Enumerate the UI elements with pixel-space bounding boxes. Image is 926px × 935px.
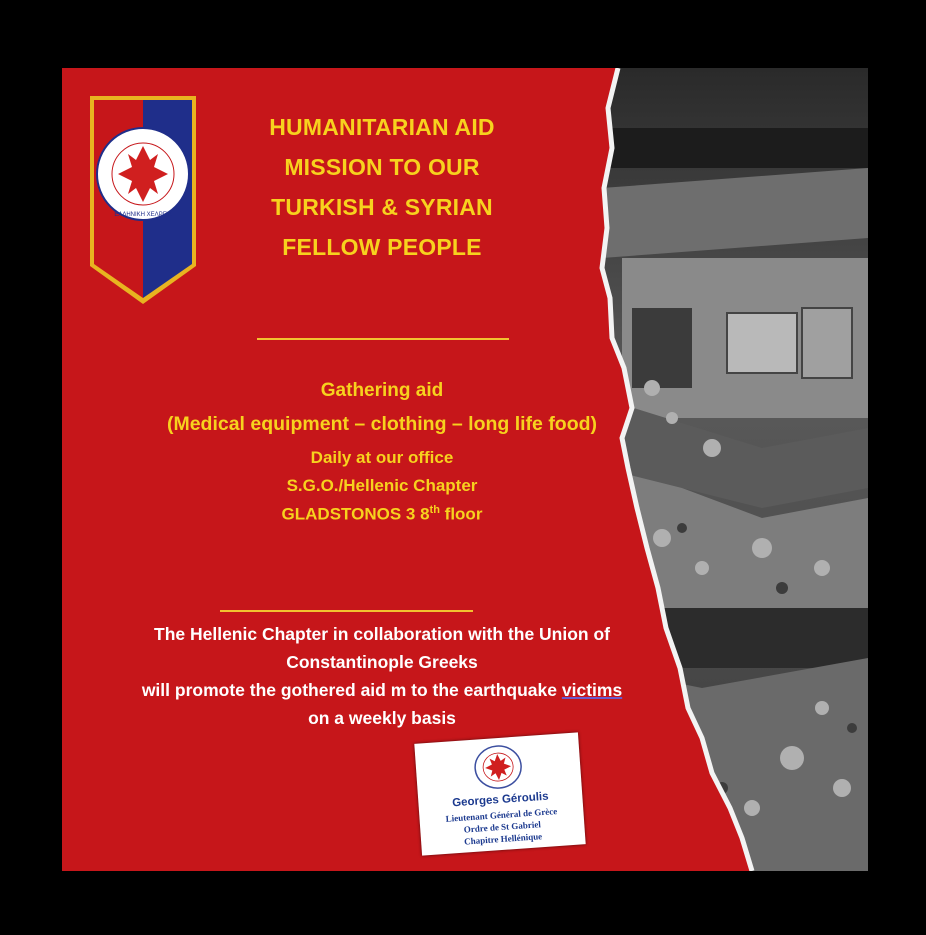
card-title: Lieutenant Général de Grèce — [445, 806, 558, 824]
title-line-4: FELLOW PEOPLE — [282, 234, 482, 260]
divider-bottom — [220, 610, 473, 612]
gathering-items: (Medical equipment – clothing – long life food) — [166, 413, 598, 435]
address-end: floor — [439, 504, 483, 524]
title-line-1: HUMANITARIAN AID — [269, 114, 495, 140]
poster — [62, 68, 868, 871]
order-banner-emblem — [88, 94, 198, 306]
collab-line-2: Constantinople Greeks — [286, 652, 478, 672]
victims-word: victims — [561, 680, 623, 700]
title-line-2: MISSION TO OUR — [284, 154, 480, 180]
address-sup: th — [429, 504, 440, 516]
collab-line-3-text: will promote the gothered aid m to the earthquake — [141, 680, 562, 700]
gathering-org: S.G.O./Hellenic Chapter — [286, 476, 478, 495]
card-order: Ordre de St Gabriel — [463, 819, 542, 835]
divider-top — [257, 338, 509, 340]
banner-motto: ΕΛΛΗΝΙΚΗ ΧΕΛΡΓΙΑ — [114, 212, 172, 218]
collab-line-1: The Hellenic Chapter in collaboration with the Union of — [154, 624, 610, 644]
card-name: Georges Géroulis — [451, 790, 549, 810]
gathering-schedule: Daily at our office — [310, 448, 454, 467]
collab-line-3 — [62, 680, 702, 701]
gathering-heading: Gathering aid — [320, 380, 444, 401]
address-main: GLADSTONOS 3 8 — [281, 504, 430, 524]
title-line-3: TURKISH & SYRIAN — [271, 194, 493, 220]
collab-line-4: on a weekly basis — [308, 708, 456, 728]
gathering-address — [62, 504, 702, 525]
card-chapter: Chapitre Hellénique — [463, 831, 543, 847]
signature-card — [414, 732, 585, 855]
card-emblem — [472, 742, 525, 791]
